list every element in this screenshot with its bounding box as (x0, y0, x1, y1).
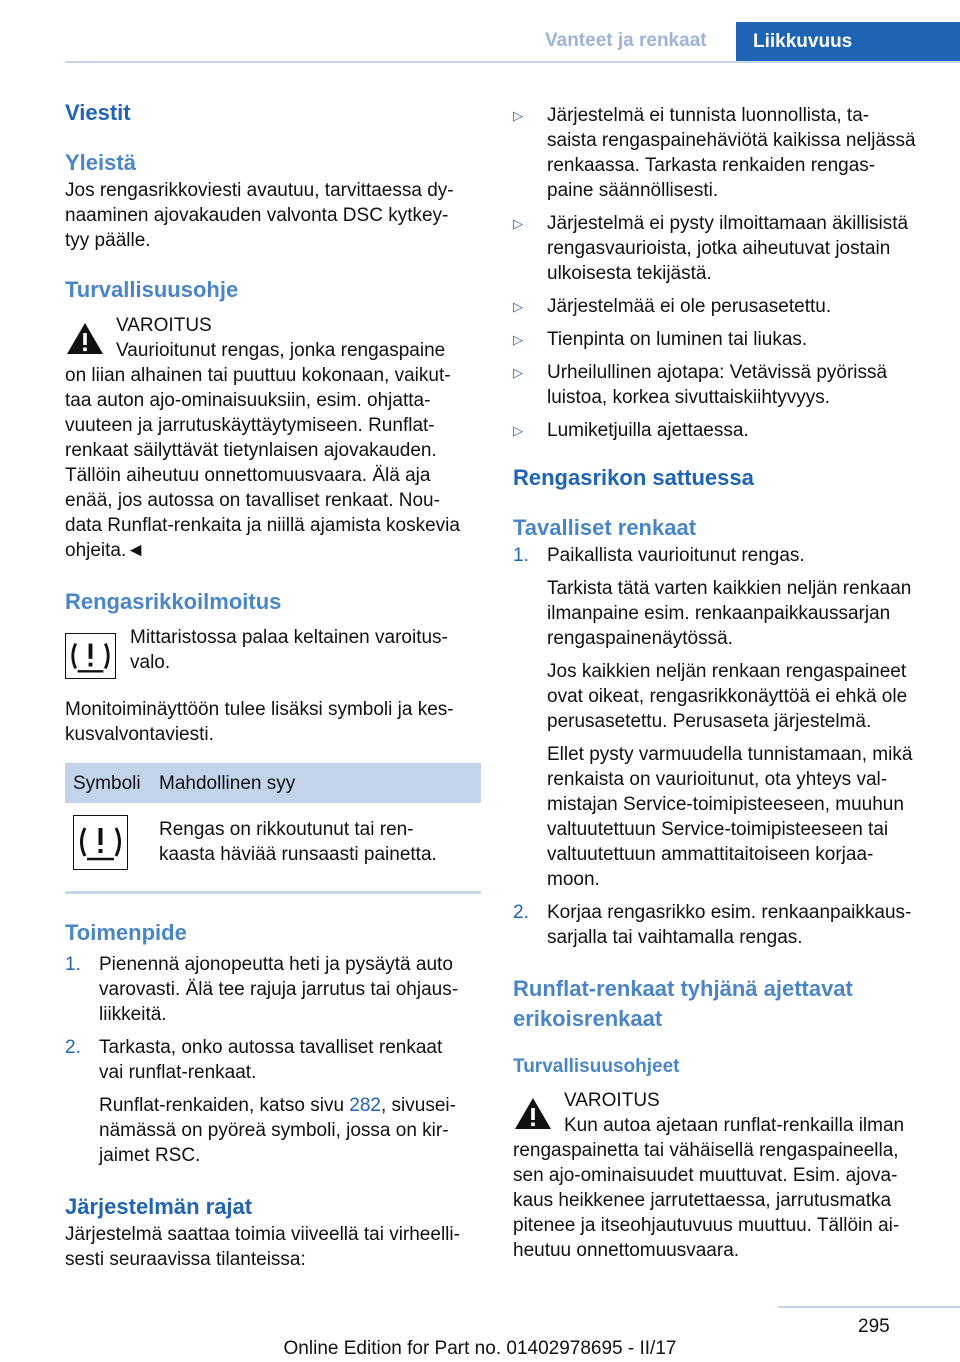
list-item: 2. Korjaa rengasrikko esim. renkaanpaikkaus- sarjalla tai vaihtamalla rengas. (513, 902, 912, 948)
warning-first-line: Kun autoa ajetaan runflat-renkailla ilman (564, 1115, 905, 1136)
warning-first-line: Vaurioitunut rengas, jonka rengaspaine (116, 340, 446, 361)
table-header-row (65, 763, 481, 803)
warning-block (513, 1088, 929, 1263)
page-link[interactable]: 282 (349, 1095, 381, 1116)
list-item: ▷ Urheilullinen ajotapa: Vetävissä pyörissä luistoa, korkea sivuttaiskiihtyvyys. (513, 362, 888, 408)
list-number: 1. (65, 954, 81, 975)
warning-body: on liian alhainen tai puuttuu kokonaan, vaikut- taa auton ajo-ominaisuuksiin, esim. ohjatta- vuuteen ja jarrutuskäyttäytymiseen. Runflat- renkaat säilyttävät tietynlaisen ajovakauden. Tällöin aiheutuu onnettomuusvaara. Älä aja enää, jos autossa on tavalliset renkaat. Nou- data Runflat-renkaita ja niillä ajamista koskevia ohjeita.◄ (65, 365, 460, 561)
list-number: 2. (65, 1037, 81, 1058)
list-item: 2. Tarkasta, onko autossa tavalliset renkaat vai runflat-renkaat. Runflat-renkaiden, katso sivu 282, sivusei- nämässä on pyöreä symboli, jossa on kir- jaimet RSC. (65, 1035, 481, 1168)
page-number: 295 (858, 1316, 890, 1337)
heading-turvallisuusohje: Turvallisuusohje (65, 277, 239, 302)
heading-tavalliset-renkaat: Tavalliset renkaat (513, 515, 697, 540)
bullet-arrow-icon: ▷ (513, 108, 523, 123)
heading-yleista: Yleistä (65, 150, 136, 175)
list-item: ▷ Järjestelmä ei pysty ilmoittamaan äkillisistä rengasvaurioista, jotka aiheutuvat jostain ulkoisesta tekijästä. (513, 213, 909, 284)
table-header-mahdollinen-syy: Mahdollinen syy (151, 763, 481, 803)
bullet-arrow-icon: ▷ (513, 423, 523, 438)
warning-body: rengaspainetta tai vähäisellä rengaspaineella, sen ajo-ominaisuudet muuttuvat. Esim. ajova- kaus heikkenee jarrutettaessa, jarrutusmatka pitenee ja itseohjautuvuus muuttuu. Tällöin ai- heutuu onnettomuusvaara. (513, 1140, 900, 1261)
list-item: ▷ Tienpinta on luminen tai liukas. (513, 329, 808, 350)
table-cell-reason: Rengas on rikkoutunut tai ren- kaasta häviää runsaasti painetta. (159, 819, 437, 865)
heading-rengasrikon-sattuessa: Rengasrikon sattuessa (513, 465, 754, 490)
table-cell-symbol (65, 803, 151, 891)
paragraph-rajat: Järjestelmä saattaa toimia viiveellä tai virheelli- sesti seuraavissa tilanteissa: (65, 1224, 460, 1270)
bullet-arrow-icon: ▷ (513, 332, 523, 347)
warning-title: VAROITUS (116, 315, 212, 336)
paragraph-monitoiminaytto: Monitoiminäyttöön tulee lisäksi symboli ja kes- kusvalvontaviesti. (65, 699, 454, 745)
left-column (65, 98, 481, 1272)
heading-turvallisuusohjeet: Turvallisuusohjeet (513, 1056, 680, 1077)
indicator-lamp-text: Mittaristossa palaa keltainen varoitus- valo. (130, 627, 448, 673)
list-item: 1. Pienennä ajonopeutta heti ja pysäytä auto varovasti. Älä tee rajuja jarrutus tai ohjaus- liikkeitä. (65, 954, 459, 1025)
indicator-lamp-block (65, 625, 481, 683)
list-number: 2. (513, 902, 529, 923)
warning-triangle-icon (513, 1096, 553, 1131)
list-item: ▷ Lumiketjuilla ajettaessa. (513, 420, 749, 441)
list-item: ▷ Järjestelmä ei tunnista luonnollista, ta- saista rengaspainehäviötä kaikissa neljässä renkaassa. Tarkasta renkaiden rengas- paine säännöllisesti. (513, 105, 916, 201)
heading-viestit: Viestit (65, 100, 131, 125)
symbol-table (65, 763, 481, 891)
bullet-arrow-icon: ▷ (513, 299, 523, 314)
bullet-arrow-icon: ▷ (513, 365, 523, 380)
step2-extra-paragraph: Runflat-renkaiden, katso sivu 282, sivusei- nämässä on pyöreä symboli, jossa on kir- jaimet RSC. (99, 1095, 456, 1166)
warning-block (65, 313, 481, 563)
heading-toimenpide: Toimenpide (65, 920, 187, 945)
warning-triangle-icon (65, 321, 105, 356)
page-header (0, 0, 960, 64)
tire-pressure-warning-icon (73, 815, 128, 870)
header-section-title[interactable]: Vanteet ja renkaat (545, 30, 707, 51)
footer-rule (778, 1306, 960, 1308)
table-row (65, 803, 481, 891)
footer-edition: Online Edition for Part no. 01402978695 - II/17 (283, 1338, 677, 1359)
heading-runflat: Runflat-renkaat tyhjänä ajettavat erikoisrenkaat (513, 976, 853, 1031)
right-column (513, 103, 929, 1263)
heading-rengasrikkoilmoitus: Rengasrikkoilmoitus (65, 589, 282, 614)
warning-title: VAROITUS (564, 1090, 660, 1111)
table-header-symboli: Symboli (65, 763, 151, 803)
paragraph-yleista: Jos rengasrikkoviesti avautuu, tarvittaessa dy- naaminen ajovakauden valvonta DSC kytkey- tyy päälle. (65, 180, 454, 251)
list-number: 1. (513, 545, 529, 566)
list-item: 1. Paikallista vaurioitunut rengas. Tarkista tätä varten kaikkien neljän renkaan ilmanpaine esim. renkaanpaikkaussarjan rengaspainenäytössä. Jos kaikkien neljän renkaan rengaspaineet ovat oikeat, rengasrikkonäyttöä ei ehkä ole perusasetettu. Perusaseta järjestelmä. Ellet pysty varmuudella tunnistamaan, mikä renkaista on vaurioitunut, ota yhteys val- mistajan Service-toimipisteeseen, muuhun valtuutettuun Service-toimipisteeseen tai valtuutettuun ammattitaitoiseen korjaa- moon. (513, 545, 913, 890)
heading-jarjestelman-rajat: Järjestelmän rajat (65, 1194, 253, 1219)
bullet-arrow-icon: ▷ (513, 216, 523, 231)
header-rule (65, 61, 960, 63)
header-chapter-tab[interactable]: Liikkuvuus (736, 22, 960, 63)
list-item: ▷ Järjestelmää ei ole perusasetettu. (513, 296, 832, 317)
tire-pressure-warning-icon (65, 633, 116, 679)
